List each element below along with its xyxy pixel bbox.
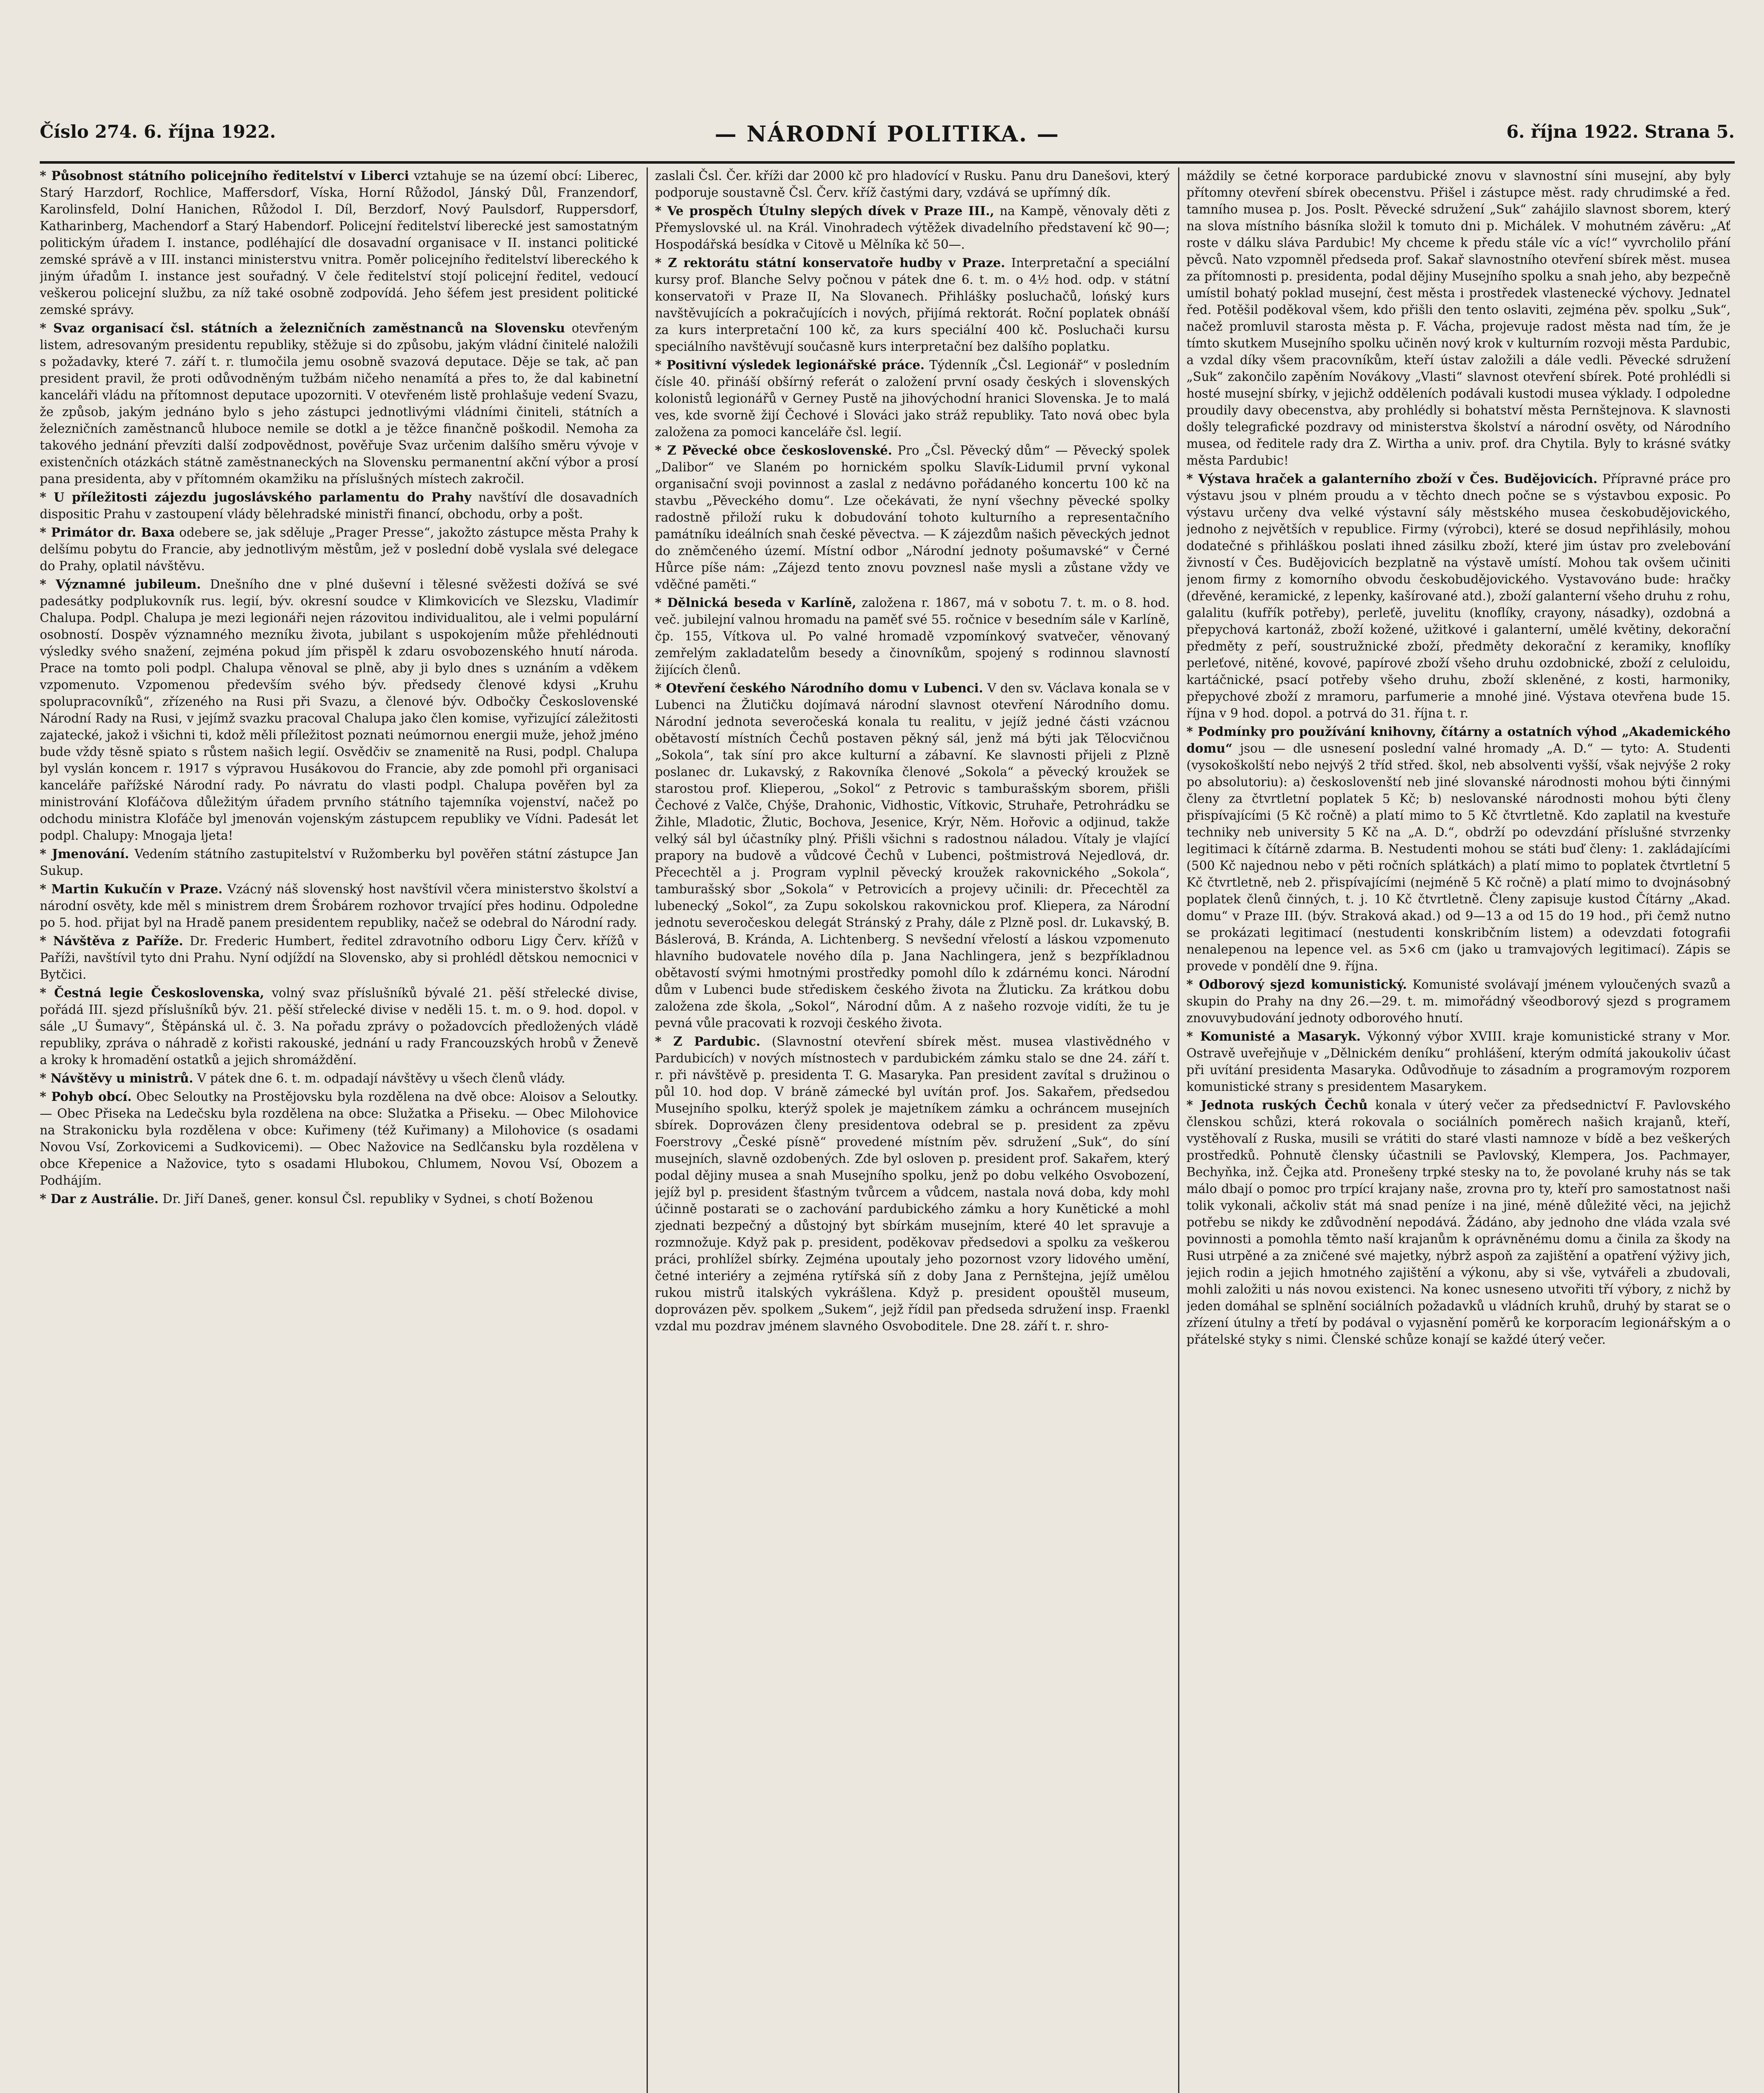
news-item bbox=[655, 442, 1170, 593]
news-item-text: V pátek dne 6. t. m. odpadají návštěvy u všech členů vlády. bbox=[197, 1071, 565, 1085]
news-item-heading: * Martin Kukučín v Praze. bbox=[40, 882, 223, 896]
news-item-continuation bbox=[655, 167, 1170, 201]
news-item bbox=[1186, 976, 1731, 1026]
news-item-text: Vzácný náš slovenský host navštívil včera ministerstvo školství a národní osvěty, kde měl s ministrem drem Šrobárem rozhovor trvající přes hodinu. Odpoledne po 5. hod. přijat byl na Hradě panem presidentem republiky, načež se odebral do Národní rady. bbox=[40, 882, 638, 930]
masthead bbox=[40, 121, 1735, 159]
news-item bbox=[655, 1033, 1170, 1334]
news-item-text: Dr. Frederic Humbert, ředitel zdravotního odboru Ligy Červ. křížů v Paříži, navštívil tyto dni Prahu. Nyní odjíždí na Slovensko, aby si prohlédl dětskou nemocnici v Bytčici. bbox=[40, 934, 638, 982]
news-item-heading: * Dělnická beseda v Karlíně, bbox=[655, 595, 856, 610]
news-item-text: odebere se, jak sděluje „Prager Presse“, jakožto zástupce města Prahy k delšímu pobytu do Francie, aby jednotlivým městům, jež v poslední době vyslala své delegace do Prahy, oplatil návštěvu. bbox=[40, 525, 638, 573]
news-item-heading: * Dar z Austrálie. bbox=[40, 1191, 159, 1206]
news-item bbox=[40, 985, 638, 1068]
news-item-heading: * Jmenování. bbox=[40, 846, 129, 861]
news-item-text: Pro „Čsl. Pěvecký dům“ — Pěvecký spolek „Dalibor“ ve Slaném po hornickém spolku Slavík-Lidumil první vykonal organisační svoji povinnost a zaslal z nedávno pořádaného koncertu 100 kč na stavbu „Pěveckého domu“. Lze očekávati, že nyní všechny pěvecké spolky radostně přiloží ruku k dobudování tohoto kulturního a representačního památníku ideálních snah české pěvectva. — K zájezdům našich pěveckých jednot do zněmčeného území. Místní odbor „Národní jednoty pošumavské“ v Černé Hůrce píše nám: „Zájezd tento znovu povznesl naše mysli a zůstane vždy ve vděčné paměti.“ bbox=[655, 443, 1170, 591]
column-3 bbox=[1186, 167, 1731, 2093]
column-divider bbox=[647, 167, 648, 2093]
news-item-text: konala v úterý večer za předsednictví F. Pavlovského členskou schůzi, která rokovala o sociálních poměrech našich krajanů, kteří, vystěhovalí z Ruska, musili se vrátiti do staré vlasti namnoze v bídě a bez veškerých prostředků. Pohnutě člensky účastnili se Pavlovský, Klempera, Jos. Pachmayer, Bechyňka, inž. Čejka atd. Pronešeny trpké stesky na to, že povolané kruhy nás se tak málo dbají o pomoc pro trpící krajany naše, zrovna pro ty, kteří pro samostatnost naši tolik vykonali, ačkoliv stát má snad peníze i na jiné, méně důležité věci, na jejichž potřebu se nikdy ke zdůvodnění nepodává. Žádáno, aby jednoho dne vláda vzala své povinnosti a pomohla těmto naší krajanům k oprávněnému domu a činila za škody na Rusi utrpěné a za zničené své majetky, nýbrž aspoň za zajištění a opatření výživy jich, jejich rodin a jejich hmotného zajištění a výkonu, aby si vše, vytvářeli a zbudovali, mohli založiti u nás novou existenci. Na konec usneseno utvořiti tří výbory, z nichž by jeden domáhal se splnění sociálních požadavků u vládních kruhů, druhý by starat se o zřízení útulny a třetí by podával o vyjasnění poměrů ke korporacím legionářským a o přátelské styky s nimi. Členské schůze konají se každé úterý večer. bbox=[1186, 1098, 1731, 1347]
news-item-text: V den sv. Václava konala se v Lubenci na Žlutičku dojímavá národní slavnost otevření Národního domu. Národní jednota severočeská konala tu realitu, v jejíž jedné části vzácnou obětavostí místních Čechů postaven pěkný sál, jenž má býti jak Tělocvičnou „Sokola“, tak síní pro akce kulturní a zábavní. Ke slavnosti přijeli z Plzně poslanec dr. Lukavský, z Rakovníka členové „Sokola“ a pěvecký kroužek se starostou prof. Klieperou, „Sokol“ z Petrovic s tamburašským sborem, přišli Čechové z Valče, Chýše, Drahonic, Vidhostic, Vítkovic, Struhaře, Petrohrádku se Žihle, Mladotic, Žlutic, Bochova, Jesenice, Krýr, Něm. Hořovic a odjinud, takže velký sál byl účastníky plný. Přišli všichni s radostnou náladou. Vítaly je vlající prapory na budově a vůdcové Čechů v Lubenci, poštmistrová Nejedlová, dr. Přecechtěl a j. Program vyplnil pěvecký kroužek rakovnického „Sokola“, tamburašský sbor „Sokola“ v Petrovicích a projevy učinili: dr. Přecechtěl za lubenecký „Sokol“, za Zupu sokolskou rakovnickou prof. Kliepera, za Národní jednotu severočeskou delegát Stránský z Prahy, dále z Plzně posl. dr. Lukavský, B. Báslerová, B. Kránda, A. Lichtenberg. S nevšední vřelostí a láskou vzpomenuto hlavního budovatele nového díla p. Jana Nachlingera, jenž s bezpříkladnou obětavostí svými hmotnými prostředky pomohl dílo k zdárnému konci. Národní dům v Lubenci bude střediskem českého života na Žluticku. Za krátkou dobu založena zde škola, „Sokol“, Národní dům. A z našeho rozvoje vidíti, že tu je pevná vůle pracovati k rozvoji českého života. bbox=[655, 681, 1170, 1030]
news-item-heading: * Jednota ruských Čechů bbox=[1186, 1098, 1368, 1112]
news-item bbox=[1186, 471, 1731, 722]
news-item-text: na Kampě, věnovaly děti z Přemyslovské ul. na Král. Vinohradech výtěžek divadelního představení kč 90—; Hospodářská besídka v Citově u Mělníka kč 50—. bbox=[655, 204, 1170, 252]
news-item-heading: * Ve prospěch Útulny slepých dívek v Praze III., bbox=[655, 203, 994, 218]
news-item-heading: * Komunisté a Masaryk. bbox=[1186, 1029, 1361, 1044]
news-item bbox=[40, 167, 638, 318]
news-item-text: Výkonný výbor XVIII. kraje komunistické strany v Mor. Ostravě uveřejňuje v „Dělnickém deníku“ prohlášení, kterým odmítá jakoukoliv účast při uvítání presidenta Masaryka. Odůvodňuje to zásadním a programovým rozporem komunistické strany s presidentem Masarykem. bbox=[1186, 1029, 1731, 1094]
issue-number: Číslo 274. 6. října 1922. bbox=[40, 121, 276, 142]
news-item-text: máždily se četné korporace pardubické znovu v slavnostní síni musejní, aby byly přítomny otevření sbírek obecenstvu. Přišel i zástupce měst. rady chrudimské a řed. tamního musea p. Jos. Poslt. Pěvecké sdružení „Suk“ zahájilo slavnost sborem, který na slova místního básníka složil k tomuto dni p. Michálek. V mohutném závěru: „Ať roste v dálku sláva Pardubic! My chceme k předu stále víc a víc!“ vyvrcholilo přání pěvců. Nato vzpomněl předseda prof. Sakař slavnostního otevření sbírek měst. musea za přítomnosti p. presidenta, podal dějiny Musejního spolku a snah jeho, aby bezpečně umístil bohatý poklad musejní, čest města i prostředek vlastenecké výchovy. Jednatel řed. Potěšil poděkoval všem, kdo přišli den tento oslaviti, zejména pěv. spolku „Suk“, načež promluvil starosta města p. F. Vácha, projevuje radost města nad tím, že je tímto skutkem Musejního spolku učiněn nový krok v kulturním rozvoji města Pardubic, a vzdal díky všem pracovníkům, kteří ústav založili a dále vedli. Pěvecké sdružení „Suk“ zakončilo zapěním Novákovy „Vlasti“ slavnost otevření sbírek. Poté prohlédli si hosté musejní sbírky, v jejichž odděleních podávali kustodi musea výklady. I odpoledne proudily davy obecenstva, aby prohlédly si bohatství města Pernštejnova. K slavnosti došly telegrafické pozdravy od ministerstva školství a národní osvěty, od Národního musea, od ředitele rady dra Z. Wirtha a univ. prof. dra Chytila. Byly to krásné svátky města Pardubic! bbox=[1186, 169, 1731, 468]
news-item bbox=[40, 524, 638, 574]
news-item-text: jsou — dle usnesení poslední valné hromady „A. D.“ — tyto: A. Studenti (vysokoškolští nebo nejvýš 2 tříd střed. škol, neb absolventi vyšší, však nejvýše 2 roky po absolutoriu): a) českoslovenští neb jiné slovanské národnosti mohou býti činnými členy za čtvrtletní poplatek 5 Kč; b) neslovanské národnosti mohou býti členy přispívajícími (5 Kč ročně) a platí mimo to 5 Kč čtvrtletně. Kdo zaplatil na kvestuře techniky neb university 5 Kč na „A. D.“, obdrží po odevzdání příslušné stvrzenky legitimaci k čítárně zdarma. B. Nestudenti mohou se státi buď členy: 1. zakládajícími (500 Kč najednou nebo v pěti ročních splátkách) a platí mimo to poplatek čtvrtletní 5 Kč čtvrtletně, neb 2. přispívajícími (nejméně 5 Kč ročně) a platí mimo to dvojnásobný poplatek členů činných, t. j. 10 Kč čtvrtletně. Členy zapisuje kustod Čítárny „Akad. domu“ v Praze III. (býv. Straková akad.) od 9—13 a od 15 do 19 hod., při čemž nutno se prokázati legitimací (nestudenti konskribčním listem) a odevzdati fotografii nenalepenou na lepence vel. as 5×6 cm (jako u tramvajových legitimací). Zápis se provede v pondělí dne 9. října. bbox=[1186, 741, 1731, 973]
news-item-heading: * Otevření českého Národního domu v Lubenci. bbox=[655, 681, 983, 695]
news-item-heading: * Pohyb obcí. bbox=[40, 1089, 132, 1104]
news-item bbox=[40, 846, 638, 879]
news-item-heading: * Svaz organisací čsl. státních a železničních zaměstnanců na Slovensku bbox=[40, 321, 565, 335]
news-item bbox=[40, 1190, 638, 1207]
news-item-text: otevřeným listem, adresovaným presidentu republiky, stěžuje si do způsobu, jakým vládní činitelé naložili s požadavky, které 7. září t. r. tlumočila jemu osobně svazová deputace. Děje se tak, ač pan president pravil, že proti odůvodněným tužbám ničeho nenamítá a přes to, že dal kabinetní kanceláři vládu na přítomnost deputace upozorniti. V otevřeném listě prohlašuje vedení Svazu, že způsob, jakým jednáno bylo s jeho zástupci jednotlivými vládními činiteli, státních a železničních zaměstnanců hluboce nemile se dotkl a je těžce finančně poškodil. Nemoha za takového jednání převzíti další zodpovědnost, pověřuje Svaz určenim dalšího směru vývoje v existenčních otázkách státně zaměstnaneckých na Slovensku permanentní akční výbor a prosí pana presidenta, aby v přítomném okamžiku na příslušných místech zakročil. bbox=[40, 321, 638, 486]
news-item-heading: * Positivní výsledek legionářské práce. bbox=[655, 357, 924, 372]
news-item-heading: * Primátor dr. Baxa bbox=[40, 525, 175, 540]
news-item bbox=[655, 203, 1170, 253]
newspaper-title: — NÁRODNÍ POLITIKA. — bbox=[714, 121, 1060, 147]
news-item-text: Dnešního dne v plné duševní i tělesné svěžesti dožívá se své padesátky podplukovník rus. legií, býv. okresní soudce v Klimkovicích ve Slezsku, Vladimír Chalupa. Podpl. Chalupa je mezi legionáři nejen rázovitou individualitou, ale i velmi populární osobností. Dospěv významného mezníku života, jubilant s uspokojením může přehlédnouti výsledky svého snažení, zejména pokud jím přispěl k zdaru osvobozenského hnutí národa. Prace na tomto poli podpl. Chalupa věnoval se plně, aby ji bylo dnes s uznáním a vděkem vzpomenuto. Vzpomenou především svého býv. předsedy členové kdysi „Kruhu spolupracovníků“, zřízeného na Rusi při Svazu, a členové býv. Odbočky Československé Národní Rady na Rusi, v jejímž svazku pracoval Chalupa jako člen komise, vyřizující záležitosti zajatecké, jakož i všichni ti, kdož měli příležitost poznati neúmornou energii muže, jehož jméno bude vždy těsně spiato s růstem našich legií. Osvědčiv se znamenitě na Rusi, podpl. Chalupa byl vyslán koncem r. 1917 s výpravou Husákovou do Francie, aby zde pomohl při organisaci kanceláře pařížské Národní rady. Po návratu do vlasti podpl. Chalupa pověřen byl za ministrování Klofáčova důležitým úřadem prvního státního tajemníka vojenství, načež po odchodu ministra Klofáče byl jmenován vojenským zástupcem republiky ve Vídni. Padesát let podpl. Chalupy: Mnogaja ljeta! bbox=[40, 577, 638, 843]
column-1 bbox=[40, 167, 638, 2093]
news-item-heading: * Čestná legie Československa, bbox=[40, 985, 264, 1000]
news-item-text: Interpretační a speciální kursy prof. Blanche Selvy počnou v pátek dne 6. t. m. o 4½ hod. odp. v státní konservatoři v Praze II, Na Slovanech. Přihlášky posluchačů, lońský kurs navštěvujících a pokračujících i nových, přijímá rektorát. Roční poplatek obnáší za kurs interpretační 100 kč, za kurs speciální 400 kč. Posluchači kursu speciálního navštěvují současně kurs interpretační bez dalšího poplatku. bbox=[655, 256, 1170, 354]
news-item bbox=[40, 320, 638, 487]
news-item-text: zaslali Čsl. Čer. kříži dar 2000 kč pro hladovící v Rusku. Panu dru Danešovi, který podporuje soustavně Čsl. Červ. kříž častými dary, vzdává se upřímný dík. bbox=[655, 169, 1170, 200]
news-item bbox=[40, 1088, 638, 1189]
news-item bbox=[40, 576, 638, 844]
news-item-text: Týdenník „Čsl. Legionář“ v posledním čísle 40. přináší obšírný referát o založení první osady českých i slovenských kolonistů legionářů v Gerney Pustě na jihovýchodní hranici Slovenska. Je to malá ves, kde svorně žijí Čechové i Slováci jako stráž republiky. Tato nová obec byla založena za pomoci kanceláře čsl. legií. bbox=[655, 358, 1170, 439]
news-item-text: Vedením státního zastupitelství v Ružomberku byl pověřen státní zástupce Jan Sukup. bbox=[40, 847, 638, 878]
column-2 bbox=[655, 167, 1170, 2093]
masthead-rule bbox=[40, 161, 1735, 164]
news-item-text: založena r. 1867, má v sobotu 7. t. m. o 8. hod. več. jubilejní valnou hromadu na paměť své 55. ročnice v besedním sále v Karlíně, čp. 155, Vítkova ul. Po valné hromadě vzpomínkový svatvečer, věnovaný zemřelým zakladatelům besedy a činovníkům, spojený s rodinnou slavností žijících členů. bbox=[655, 596, 1170, 677]
news-item-text: Obec Seloutky na Prostějovsku byla rozdělena na dvě obce: Aloisov a Seloutky. — Obec Přiseka na Ledečsku byla rozdělena na obce: Služatka a Přiseku. — Obec Milohovice na Strakonicku byla rozdělena v obce: Kuřimeny (též Kuřimany) a Milohovice (s osadami Novou Vsí, Zorkovicemi a Sudkovicemi). — Obec Nažovice na Sedlčansku byla rozdělena v obce Křepenice a Nažovice, tyto s osadami Hlubokou, Chlumem, Novou Vsí, Obozem a Podhájím. bbox=[40, 1090, 638, 1188]
news-item bbox=[655, 680, 1170, 1031]
news-item bbox=[1186, 723, 1731, 975]
news-item-heading: * Z Pěvecké obce československé. bbox=[655, 443, 892, 458]
news-item bbox=[1186, 1028, 1731, 1095]
news-item-heading: * U příležitosti zájezdu jugoslávského parlamentu do Prahy bbox=[40, 490, 471, 504]
news-item-heading: * Působnost státního policejního ředitelství v Liberci bbox=[40, 168, 409, 183]
news-item-heading: * Významné jubileum. bbox=[40, 577, 201, 591]
news-item-continuation bbox=[1186, 167, 1731, 469]
news-item-heading: * Z Pardubic. bbox=[655, 1034, 760, 1049]
news-item-text: Dr. Jiří Daneš, gener. konsul Čsl. republiky v Sydnei, s chotí Boženou bbox=[162, 1192, 593, 1206]
news-item-heading: * Odborový sjezd komunistický. bbox=[1186, 977, 1407, 992]
news-item bbox=[40, 1070, 638, 1087]
news-item bbox=[40, 881, 638, 931]
news-item-heading: * Výstava hraček a galanterního zboží v Čes. Budějovicích. bbox=[1186, 471, 1597, 486]
news-item-text: (Slavnostní otevření sbírek měst. musea vlastivědného v Pardubicích) v nových místnostech v pardubickém zámku stalo se dne 24. září t. r. při návštěvě p. presidenta T. G. Masaryka. Pan president zavítal s družinou o půl 10. hod dop. V bráně zámecké byl uvítán prof. Jos. Sakařem, předsedou Musejního spolku, kterýž spolek je majetníkem zámku a ochráncem musejních sbírek. Doprovázen členy presidentova odebral se p. president za zpěvu Foerstrovy „České písně“ provedené místním pěv. sdružení „Suk“, do síní musejních, slavně ozdobených. Zde byl osloven p. president prof. Sakařem, který podal dějiny musea a snah Musejního spolku, jenž po dobu velkého Osvobození, jejíž byl p. president šťastným tvůrcem a vůdcem, nastala nová doba, kdy mohl účinně postarati se o zachování pardubického zámku a hory Kunětické a mohl zjednati bezpečný a důstojný byt sbírkám musejním, které 40 let spravuje a rozmnožuje. Když pak p. president, poděkovav předsedovi a spolku za veškerou práci, prohlížel sbírky. Zejména upoutaly jeho pozornost vzory lidového umění, četné interiéry a zejména rytířská síň z doby Jana z Pernštejna, jejíž umělou rukou mistrů italských vykrášlena. Když p. president opouštěl museum, doprovázen pěv. spolkem „Sukem“, jejž řídil pan předseda sdružení insp. Fraenkl vzdal mu pozdrav jménem slavného Osvoboditele. Dne 28. září t. r. shro- bbox=[655, 1034, 1170, 1333]
news-item bbox=[655, 357, 1170, 440]
news-item bbox=[655, 594, 1170, 678]
news-item-heading: * Návštěvy u ministrů. bbox=[40, 1071, 193, 1085]
column-divider bbox=[1178, 167, 1179, 2093]
news-item bbox=[655, 255, 1170, 355]
news-item-heading: * Návštěva z Paříže. bbox=[40, 933, 183, 948]
news-item-text: volný svaz příslušníků bývalé 21. pěší střelecké divise, pořádá III. sjezd příslušníků býv. 21. pěší střelecké divise v neděli 15. t. m. o 9. hod. dopol. v sále „U Šumavy“, Štěpánská ul. č. 3. Na pořadu zprávy o požadovcích předložených vládě republiky, zpráva o náhradě z kořisti rakouské, jednání u rady Francouzských hrobů v Ženevě a kroky k hromadění ostatků a jejich shromáždění. bbox=[40, 986, 638, 1067]
news-item-text: Komunisté svolávají jménem vyloučených svazů a skupin do Prahy na dny 26.—29. t. m. mimořádný všeodborový sjezd s programem znovuvybudování jednoty odborového hnutí. bbox=[1186, 977, 1731, 1025]
date-and-page: 6. října 1922. Strana 5. bbox=[1506, 121, 1735, 142]
news-item-text: Přípravné práce pro výstavu jsou v plném proudu a v těchto dnech počne se s výstavbou exposic. Po výstavu určeny dva velké výstavní sály městského musea českobudějovického, jednoho z největších v republice. Firmy (výrobci), které se dosud nepřihlásily, mohou dodatečné s přihláškou poslati ihned zásilku zboží, které jim ústav pro zvelebování živností v Čes. Budějovicích bezplatně na výstavě umístí. Mohou tak ovšem učiniti jenom firmy z komorního obvodu českobudějovického. Vystavováno bude: hračky (dřevěné, keramické, z lepenky, kašírované atd.), zboží galanterní všeho druhu z rohu, galalitu (kufřík potřeby), perleťě, juvelitu (knoflíky, crayony, násadky), ozdobná a přepychová kartonáž, zboží kožené, užitkové i galanterní, umělé květiny, dekorační předměty z peří, soustružnické zboží, předměty dekorační z keramiky, knoflíky perleťové, nitěné, kovové, papírové zboží všeho druhu ozdobnické, zboží z celuloidu, kartáčnické, psací potřeby všeho druhu, zboží skleněné, z kosti, harmoniky, přepychové zboží z mramoru, parfumerie a mnohé jiné. Výstava otevřena bude 15. října v 9 hod. dopol. a potrvá do 31. října t. r. bbox=[1186, 472, 1731, 720]
news-item-text: navštíví dle dosavadních dispositic Prahu v zastoupení vlády bělehradské ministři financí, obchodu, orby a pošt. bbox=[40, 490, 638, 521]
news-item-heading: * Podmínky pro používání knihovny, čítárny a ostatních výhod „Akademického domu“ bbox=[1186, 724, 1731, 756]
news-item bbox=[1186, 1097, 1731, 1348]
news-item-text: vztahuje se na území obcí: Liberec, Starý Harzdorf, Rochlice, Maffersdorf, Víska, Horní Růžodol, Jánský Důl, Franzendorf, Karolinsfeld, Dolní Hanichen, Růžodol I. Díl, Berzdorf, Nový Paulsdorf, Ruppersdorf, Katharinberg, Machendorf a Starý Habendorf. Policejní ředitelství liberecké jest samostatným politickým úřadem I. instance, podléhající dle dosavadní organisace v II. instanci politické zemské správě a v III. instanci ministerstvu vnitra. Poměr policejního ředitelství libereckého k jiným úřadům I. instance jest souřadný. V čele ředitelství stojí policejní ředitel, vedoucí veškerou policejní službu, za níž také osobně zodpovídá. Jeho šéfem jest president politické zemské správy. bbox=[40, 169, 638, 317]
news-item bbox=[40, 933, 638, 983]
news-item-heading: * Z rektorátu státní konservatoře hudby v Praze. bbox=[655, 255, 1005, 270]
news-item bbox=[40, 489, 638, 522]
